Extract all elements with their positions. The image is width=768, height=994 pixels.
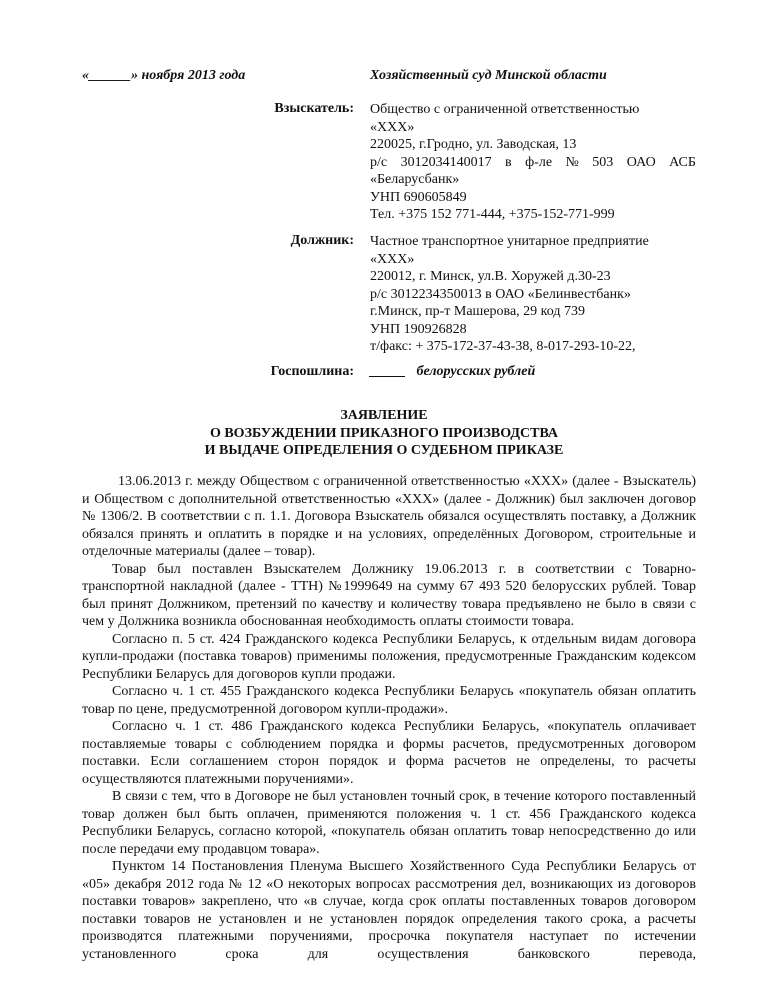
account-word: ф-ле: [525, 154, 553, 170]
fee-label: Госпошлина:: [270, 364, 354, 379]
body-paragraph: Товар был поставлен Взыскателем Должнику 19.06.2013 г. в соответствии с Товарно-транспортной накладной (далее - ТТН) №1999649 на сумму 67 493 520 белорусских рублей. Товар был принят Должником, претензий по качеству и количеству товара предъявлено не было в связи с чем у Должника возникла обоснованная необходимость оплаты стоимости товара.: [82, 561, 696, 629]
account-word: 503: [592, 154, 614, 170]
document-title: [0, 407, 768, 460]
claimant-line: «Беларусбанк»: [370, 172, 460, 187]
title-line: О ВОЗБУЖДЕНИИ ПРИКАЗНОГО ПРОИЗВОДСТВА: [209, 425, 559, 441]
claimant-account-line: [370, 154, 696, 172]
title-line: И ВЫДАЧЕ ОПРЕДЕЛЕНИЯ О СУДЕБНОМ ПРИКАЗЕ: [204, 443, 564, 458]
account-word: в: [505, 154, 512, 170]
claimant-line: Общество с ограниченной ответственностью: [370, 102, 640, 117]
title-line: ЗАЯВЛЕНИЕ: [340, 408, 428, 423]
debtor-line: г.Минск, пр-т Машерова, 29 код 739: [370, 304, 585, 319]
body-paragraph: 13.06.2013 г. между Обществом с ограниченной ответственностью «ХХХ» (далее - Взыскатель) и Обществом с дополнительной ответственностью «ХХХ» (далее - Должник) был заключен договор № 1306/2. В соответствии с п. 1.1. Договора Взыскатель обязался осуществлять поставку, а Должник обязался принять и оплатить в порядке и на условиях, определённых Договором, строительные и отделочные материалы (далее – товар).: [82, 474, 696, 559]
claimant-line: «ХХХ»: [370, 119, 415, 135]
debtor-details: [370, 233, 696, 356]
claimant-label: Взыскатель:: [274, 101, 354, 116]
account-word: 3012034140017: [400, 154, 492, 170]
fee-blank: _____: [370, 364, 405, 379]
claimant-details: [370, 101, 696, 224]
debtor-line: УНП 190926828: [370, 321, 467, 337]
document-date: «______» ноября 2013 года: [82, 68, 246, 83]
debtor-line: 220012, г. Минск, ул.В. Хоружей д.30-23: [370, 269, 611, 284]
body-paragraph: Пунктом 14 Постановления Пленума Высшего Хозяйственного Суда Республики Беларусь от «05» декабря 2012 года № 12 «О некоторых вопросах рассмотрения дел, возникающих из договоров поставки товаров» закреплено, что «в случае, когда срок оплаты поставленных товаров договором поставки товаров не установлен и не установлен порядок определения такого срока, а расчеты производятся платежными поручениями, просрочка покупателя наступает по истечении установленного срока для осуществления банковского перевода,: [82, 859, 696, 962]
account-word: АСБ: [669, 154, 696, 170]
body-paragraph: В связи с тем, что в Договоре не был установлен точный срок, в течение которого поставленный товар должен был быть оплачен, применяются положения ч. 1 ст. 456 Гражданского кодекса Республики Беларусь, согласно которой, «покупатель обязан оплатить товар непосредственно до или после передачи ему продавцом товара».: [82, 789, 696, 857]
body-paragraph: Согласно ч. 1 ст. 455 Гражданского кодекса Республики Беларусь «покупатель обязан оплатить товар по цене, предусмотренной договором купли-продажи».: [82, 684, 696, 717]
debtor-line: р/с 3012234350013 в ОАО «Белинвестбанк»: [370, 286, 631, 302]
claimant-line: 220025, г.Гродно, ул. Заводская, 13: [370, 137, 577, 152]
account-word: р/с: [370, 154, 388, 170]
court-name: Хозяйственный суд Минской области: [370, 68, 607, 83]
account-word: ОАО: [626, 154, 656, 170]
document-body: [82, 473, 696, 963]
body-paragraph: Согласно ч. 1 ст. 486 Гражданского кодекса Республики Беларусь, «покупатель оплачивает поставляемые товары с соблюдением порядка и формы расчетов, предусмотренных договором поставки. Если соглашением сторон порядок и форма расчетов не определены, то расчеты осуществляются платежными поручениями».: [82, 719, 696, 787]
debtor-line: Частное транспортное унитарное предприятие: [370, 234, 649, 249]
claimant-line: Тел. +375 152 771-444, +375-152-771-999: [370, 207, 615, 222]
debtor-line: «ХХХ»: [370, 251, 415, 267]
debtor-label: Должник:: [290, 233, 354, 248]
claimant-line: УНП 690605849: [370, 189, 467, 205]
body-paragraph: Согласно п. 5 ст. 424 Гражданского кодекса Республики Беларусь, к отдельным видам договора купли-продажи (поставка товаров) применимы положения, предусмотренные Гражданским кодексом Республики Беларусь для договоров купли продажи.: [82, 631, 696, 682]
account-word: №: [565, 154, 579, 170]
fee-currency: белорусских рублей: [416, 364, 536, 379]
fee-value: [370, 364, 535, 380]
debtor-line: т/факс: + 375-172-37-43-38, 8-017-293-10-22,: [370, 339, 636, 354]
